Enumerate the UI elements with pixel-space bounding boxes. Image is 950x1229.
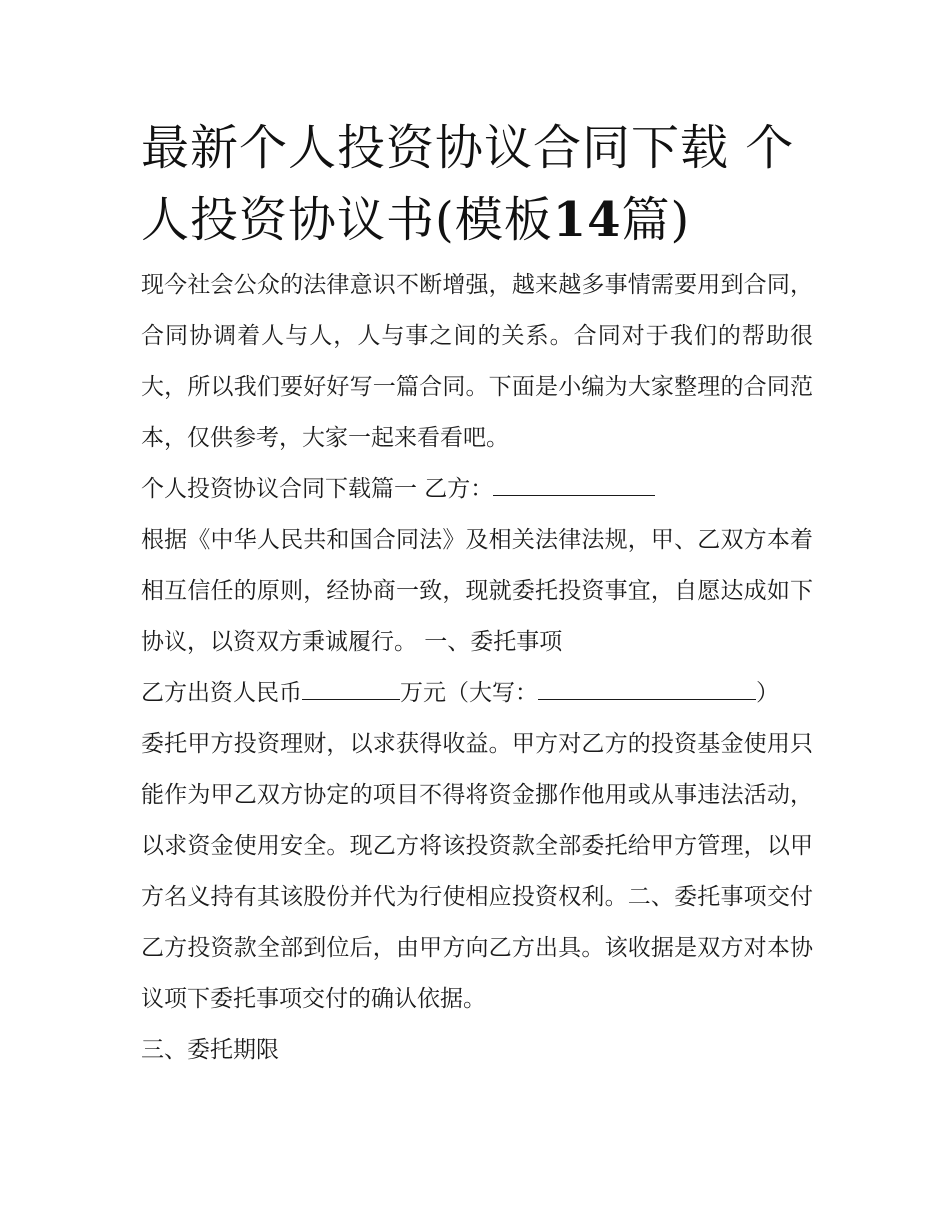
investment-mid: 万元（大写： [400,680,538,706]
title-number: 14 [552,192,622,248]
section1-heading-line [141,464,813,515]
investment-suffix: ） [756,680,779,706]
document-title [141,112,813,256]
basis-paragraph: 根据《中华人民共和国合同法》及相关法律法规，甲、乙双方本着相互信任的原则，经协商一致，现就委托投资事宜，自愿达成如下协议，以资双方秉诚履行。 一、委托事项 [141,527,813,655]
amount-blank [302,677,400,700]
investment-prefix: 乙方出资人民币 [141,680,302,706]
entrust-paragraph: 委托甲方投资理财，以求获得收益。甲方对乙方的投资基金使用只能作为甲乙双方协定的项目不得将资金挪作他用或从事违法活动，以求资金使用安全。现乙方将该投资款全部委托给甲方管理，以甲方名义持有其该股份并代为行使相应投资权利。二、委托事项交付 乙方投资款全部到位后，由甲方向乙方出具。该收据是双方对本协议项下委托事项交付的确认依据。 [141,731,813,1012]
document-body [141,260,813,1076]
intro-paragraph: 现今社会公众的法律意识不断增强，越来越多事情需要用到合同，合同协调着人与人，人与事之间的关系。合同对于我们的帮助很大，所以我们要好好写一篇合同。下面是小编为大家整理的合同范本，仅供参考，大家一起来看看吧。 [141,272,813,451]
section1-heading: 个人投资协议合同下载篇一 乙方： [141,476,494,502]
party-b-blank [493,473,655,496]
amount-uppercase-blank [538,677,756,700]
title-text-part2: 篇) [621,192,691,248]
investment-amount-line [141,668,813,719]
title-text-part1: 最新个人投资协议合同下载 个人投资协议书(模板 [141,120,795,248]
document-page [141,112,813,1076]
term-heading: 三、委托期限 [141,1037,279,1063]
